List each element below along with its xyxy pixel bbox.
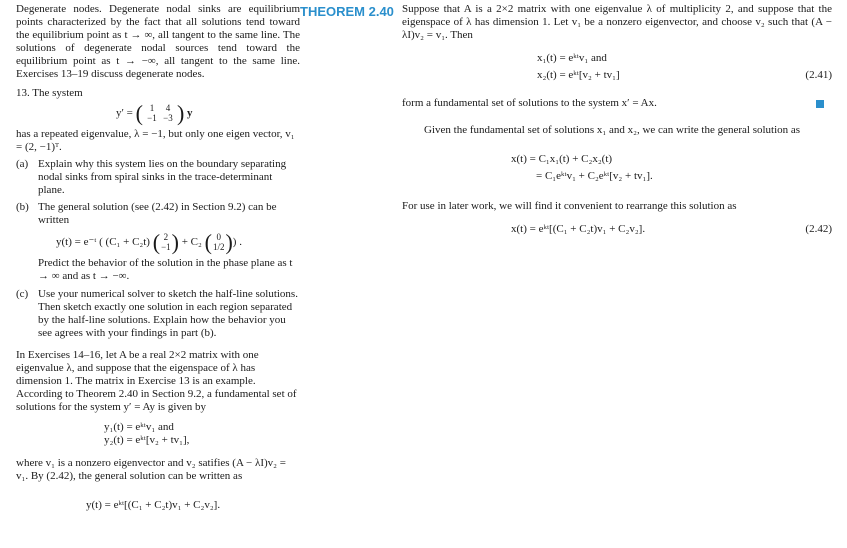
part-b: (b) The general solution (see (2.42) in Section 9.2) can be written: [16, 201, 277, 226]
exercise-13-equation: y′ = ( 1 4 −1 −3 ) y: [116, 100, 193, 126]
later-text: For use in later work, we will find it convenient to rearrange this solution as: [402, 200, 737, 212]
xt-equation-2: = C₁eᵏᵗv₁ + C₂eᵏᵗ[v₂ + tv₁].: [536, 170, 653, 182]
y1-equation: y₁(t) = eᵏᵗv₁ and: [104, 421, 174, 433]
part-a: (a) Explain why this system lies on the boundary separating nodal sinks from spiral sinks in the trace-determinant plane.: [16, 158, 287, 196]
general-solution-equation: y(t) = e⁻ᵗ ( (C₁ + C₂t) ( 2 −1) + C₂ ( 0 1/2)) .: [56, 229, 242, 255]
ex13-matrix: 1 4 −1 −3: [147, 103, 173, 124]
theorem-text: Suppose that A is a 2×2 matrix with one eigenvalue λ of multiplicity 2, and suppose that the eigenspace of λ has dimension 1. Let v₁ be a nonzero eigenvector, and choose v₂ such that (A − λI)v₂ = v₁. Then: [402, 3, 832, 41]
intro-paragraph: Degenerate nodes. Degenerate nodal sinks are equilibrium points characterized by the fact that all solutions tend toward the equilibrium point as t → ∞, all tangent to the same line. The solutions of degenerate nodal sources tend toward the equilibrium point as t → −∞, all tangent to the same line. Exercises 13–19 discuss degenerate nodes.: [16, 3, 300, 80]
general-solution-final: y(t) = eᵏᵗ[(C₁ + C₂t)v₁ + C₂v₂].: [86, 499, 221, 511]
x1-equation: x₁(t) = eᵏᵗv₁ and: [537, 52, 607, 64]
ex13-lhs: y′ =: [116, 107, 133, 119]
exercise-13-text: has a repeated eigenvalue, λ = −1, but only one eigen vector, v₁ = (2, −1)ᵀ.: [16, 128, 295, 153]
ex13-rhs: y: [187, 107, 193, 119]
where-paragraph: where v₁ is a nonzero eigenvector and v₂ satifies (A − λI)v₂ = v₁. By (2.42), the general solution can be written as: [16, 457, 286, 482]
x2-equation: x₂(t) = eᵏᵗ[v₂ + tv₁]: [537, 69, 620, 81]
given-paragraph: Given the fundamental set of solutions x₁ and x₂, we can write the general solution as: [424, 124, 801, 136]
y2-equation: y₂(t) = eᵏᵗ[v₂ + tv₁],: [104, 434, 190, 446]
theorem-label: THEOREM 2.40: [300, 4, 394, 19]
equation-number-2-42: (2.42): [805, 223, 832, 235]
equation-number-2-41: (2.41): [805, 69, 832, 81]
part-c: (c) Use your numerical solver to sketch the half-line solutions. Then sketch exactly one solution in each region separated by the half-line solutions. Explain how the behavior you see agrees with your findings in part (b).: [16, 288, 298, 339]
part-b-continued: Predict the behavior of the solution in the phase plane as t → ∞ and as t → −∞.: [38, 257, 293, 282]
xt-equation-3: x(t) = eᵏᵗ[(C₁ + C₂t)v₁ + C₂v₂].: [511, 223, 646, 235]
right-column: [402, 3, 832, 237]
exercises-14-16-intro: In Exercises 14–16, let A be a real 2×2 matrix with one eigenvalue λ, and suppose that the eigenspace of λ has dimension 1. The matrix in Exercise 13 is an example. According to Theorem 2.40 in Section 9.2, a fundamental set of solutions for the system y′ = Ay is given by: [16, 349, 297, 413]
exercise-13-label: 13. The system: [16, 87, 83, 99]
xt-equation-1: x(t) = C₁x₁(t) + C₂x₂(t): [511, 153, 613, 165]
qed-square: [816, 100, 824, 108]
form-text: form a fundamental set of solutions to the system x′ = Ax.: [402, 97, 657, 109]
left-column: [16, 3, 300, 548]
